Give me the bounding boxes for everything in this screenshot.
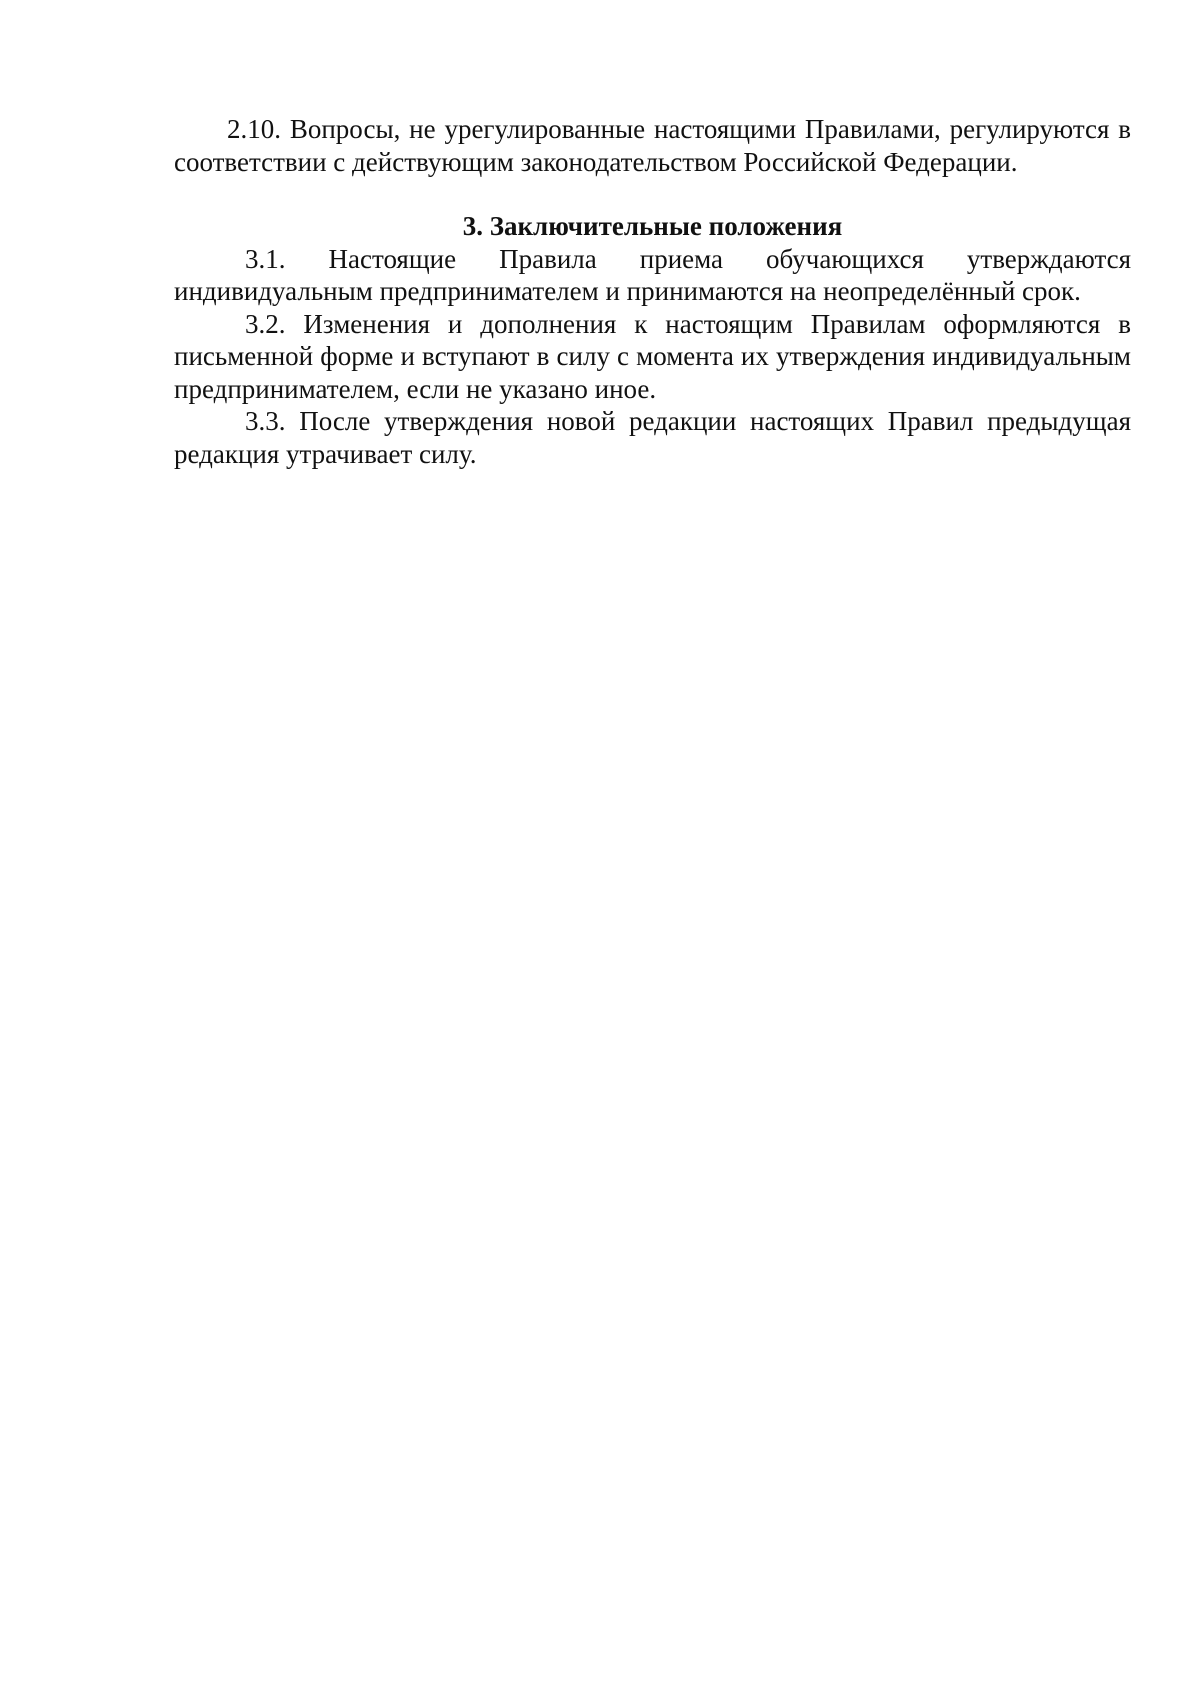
- paragraph-2-10: 2.10. Вопросы, не урегулированные настоящими Правилами, регулируются в соответствии с действующим законодательством Российской Федерации.: [174, 114, 1131, 177]
- paragraph-3-1: 3.1. Настоящие Правила приема обучающихся утверждаются индивидуальным предпринимателем и принимаются на неопределённый срок.: [174, 243, 1131, 306]
- paragraph-3-2: 3.2. Изменения и дополнения к настоящим Правилам оформляются в письменной форме и вступают в силу с момента их утверждения индивидуальным предпринимателем, если не указано иное.: [174, 308, 1131, 404]
- document-body: [174, 113, 1131, 470]
- paragraph-3-3: 3.3. После утверждения новой редакции настоящих Правил предыдущая редакция утрачивает силу.: [174, 406, 1131, 469]
- section-3-title: 3. Заключительные положения: [462, 211, 843, 241]
